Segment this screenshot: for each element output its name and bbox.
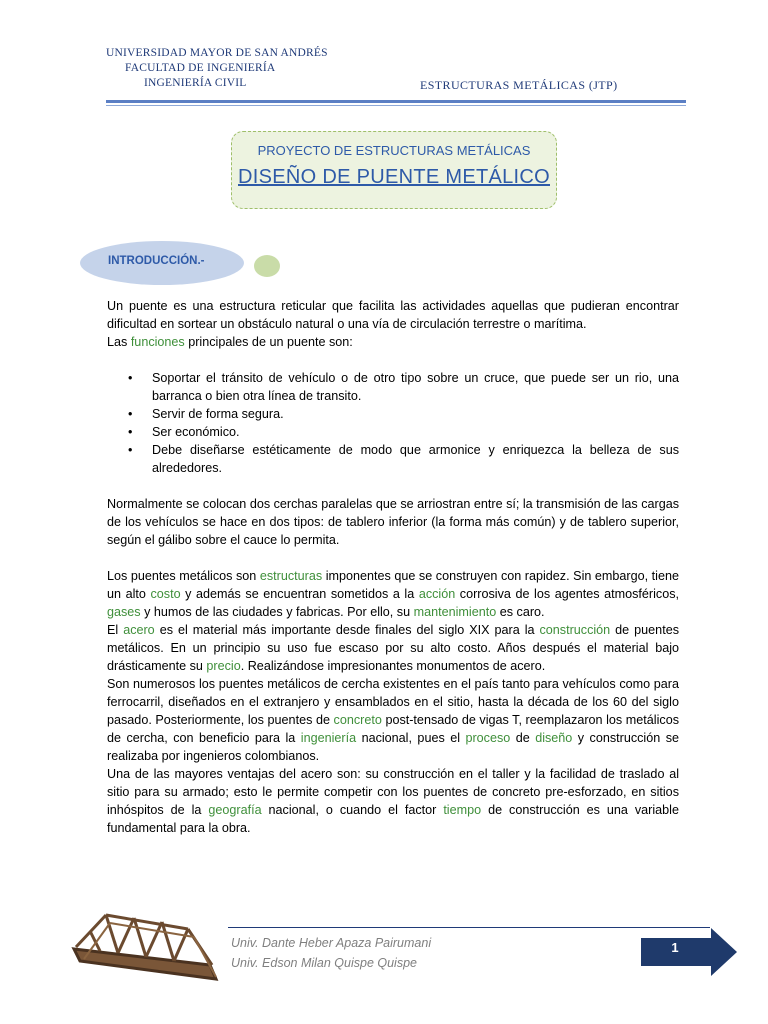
document-body (107, 297, 679, 837)
paragraph: Los puentes metálicos son estructuras imponentes que se construyen con rapidez. Sin embargo, tiene un alto costo y además se encuentran sometidos a la acción corrosiva de los agentes atmosféricos, gases y humos de las ciudades y fabricas. Por ello, su mantenimiento es caro. (107, 569, 679, 619)
paragraph: Normalmente se colocan dos cerchas paralelas que se arriostran entre sí; la transmisión de las cargas de los vehículos se hace en dos tipos: de tablero inferior (la forma más común) y de tablero superior, según el gálibo sobre el cauce lo permita. (107, 497, 679, 547)
list-item: • Debe diseñarse estéticamente de modo que armonice y enriquezca la belleza de sus alrededores. (107, 441, 679, 477)
hyperlink[interactable]: precio (206, 659, 241, 673)
truss-bridge-illustration (70, 907, 220, 987)
hyperlink[interactable]: construcción (539, 623, 611, 637)
bullet-list (107, 369, 679, 477)
hyperlink[interactable]: concreto (333, 713, 382, 727)
project-subtitle: PROYECTO DE ESTRUCTURAS METÁLICAS (257, 143, 531, 158)
footer-rule (228, 927, 710, 928)
paragraph: El acero es el material más importante desde finales del siglo XIX para la construcción de puentes metálicos. En un principio su uso fue escaso por su alto costo. Años después el material bajo drásticamente su precio. Realizándose impresionantes monumentos de acero. (107, 623, 679, 673)
page-number: 1 (671, 940, 679, 955)
faculty-name: FACULTAD DE INGENIERÍA (125, 62, 276, 74)
header-rule (106, 100, 686, 103)
university-name: UNIVERSIDAD MAYOR DE SAN ANDRÉS (106, 47, 328, 59)
hyperlink[interactable]: geografía (208, 803, 262, 817)
hyperlink[interactable]: proceso (465, 731, 511, 745)
paragraph: Una de las mayores ventajas del acero son: su construcción en el taller y la facilidad de traslado al sitio para su armado; esto le permite competir con los puentes de concreto pre-esforzado, en sitios inhóspitos de la geografía nacional, o cuando el factor tiempo de construcción es una variable fundamental para la obra. (107, 767, 679, 835)
paragraph: Son numerosos los puentes metálicos de cercha existentes en el país tanto para vehículos como para ferrocarril, diseñados en el extranjero y ensamblados en el sitio, hasta la década de los 60 del siglo pasado. Posteriormente, los puentes de concreto post-tensado de vigas T, reemplazaron los metálicos de cercha, con beneficio para la ingeniería nacional, pues el proceso de diseño y construcción se realizaba por ingenieros colombianos. (107, 677, 679, 763)
author-name: Univ. Edson Milan Quispe Quispe (231, 956, 417, 970)
list-item: • Soportar el tránsito de vehículo o de otro tipo sobre un cruce, que puede ser un rio, una barranca o bien otra línea de transito. (107, 369, 679, 405)
title-box (231, 131, 557, 209)
hyperlink[interactable]: funciones (130, 335, 185, 349)
decorative-dot (254, 255, 280, 277)
header-institution (106, 46, 328, 91)
career-name: INGENIERÍA CIVIL (144, 77, 247, 89)
author-name: Univ. Dante Heber Apaza Pairumani (231, 936, 432, 950)
hyperlink[interactable]: mantenimiento (413, 605, 497, 619)
course-name: ESTRUCTURAS METÁLICAS (JTP) (420, 78, 618, 92)
header-rule-thin (106, 105, 686, 106)
hyperlink[interactable]: ingeniería (300, 731, 357, 745)
footer-authors (231, 933, 431, 973)
hyperlink[interactable]: acción (418, 587, 456, 601)
hyperlink[interactable]: gases (107, 605, 141, 619)
hyperlink[interactable]: estructuras (259, 569, 323, 583)
document-title: DISEÑO DE PUENTE METÁLICO (238, 166, 550, 188)
hyperlink[interactable]: costo (150, 587, 181, 601)
hyperlink[interactable]: acero (123, 623, 155, 637)
paragraph: Las funciones principales de un puente son: (107, 335, 353, 349)
hyperlink[interactable]: tiempo (443, 803, 482, 817)
paragraph: Un puente es una estructura reticular que facilita las actividades aquellas que pudieran encontrar dificultad en sortear un obstáculo natural o una vía de circulación terrestre o marítima. (107, 299, 679, 331)
section-heading: INTRODUCCIÓN.- (108, 255, 205, 267)
hyperlink[interactable]: diseño (535, 731, 573, 745)
list-item: • Ser económico. (107, 423, 679, 441)
list-item: • Servir de forma segura. (107, 405, 679, 423)
